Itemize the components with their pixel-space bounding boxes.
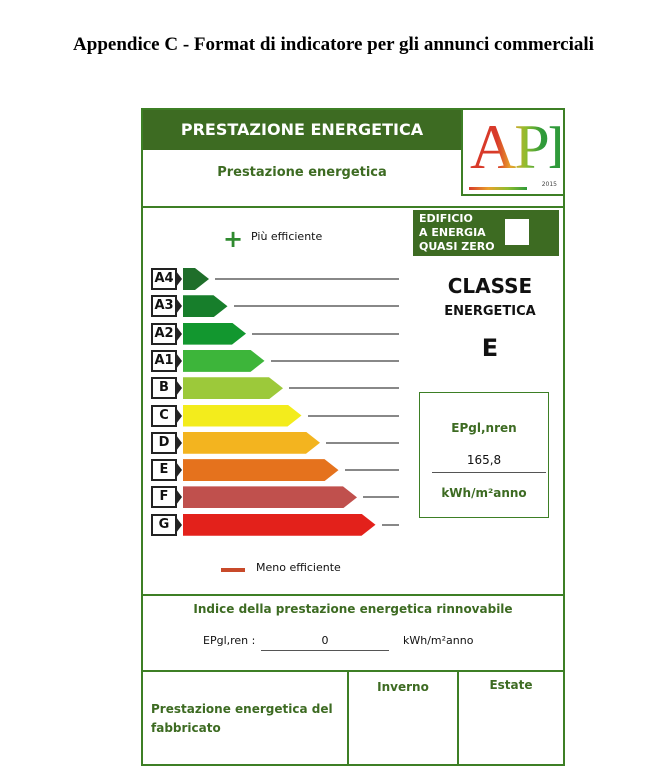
divider-building (143, 670, 563, 672)
class-guide-line (345, 469, 400, 471)
class-label-c: C (151, 405, 177, 427)
class-row-a1 (151, 350, 399, 372)
nzeb-line1: EDIFICIO (419, 212, 473, 225)
renewable-index-value: 0 (321, 634, 329, 647)
ep-value-underline (432, 472, 546, 473)
class-row-f (151, 486, 399, 508)
logo-color-bar (469, 187, 527, 190)
less-efficient-label: Meno efficiente (256, 561, 341, 574)
ep-indicator-label: EPgl,nren (451, 421, 517, 435)
ep-indicator-box (419, 392, 549, 518)
class-label-a4: A4 (151, 268, 177, 290)
divider-top (143, 206, 563, 208)
class-label-pointer (176, 271, 182, 287)
class-label-pointer (176, 408, 182, 424)
class-arrow-a4 (183, 268, 209, 290)
ep-indicator-value: 165,8 (466, 453, 502, 467)
class-label-a3: A3 (151, 295, 177, 317)
class-arrow-a3 (183, 295, 228, 317)
nzeb-line2: A ENERGIA (419, 226, 486, 239)
class-label-b: B (151, 377, 177, 399)
ape-logo (461, 110, 585, 196)
ape-logo-year: 2015 (541, 181, 557, 188)
class-arrow-a2 (183, 323, 246, 345)
class-arrow-f (183, 486, 357, 508)
renewable-value-underline (261, 650, 389, 651)
class-label-a1: A1 (151, 350, 177, 372)
page-heading: Appendice C - Format di indicatore per gli annunci commerciali (73, 34, 594, 55)
renewable-index-label: EPgl,ren : (203, 634, 256, 647)
class-row-e (151, 459, 399, 481)
summer-column-header: Estate (489, 678, 533, 692)
class-label-f: F (151, 486, 177, 508)
building-performance-label: Prestazione energetica del fabbricato (151, 702, 333, 735)
class-row-d (151, 432, 399, 454)
class-label-pointer (176, 462, 182, 478)
class-label-pointer (176, 298, 182, 314)
class-label-e: E (151, 459, 177, 481)
energy-label-card (141, 108, 585, 766)
class-label-g: G (151, 514, 177, 536)
nzeb-line3: QUASI ZERO (419, 240, 495, 253)
class-arrow-d (183, 432, 320, 454)
class-label-pointer (176, 489, 182, 505)
class-guide-line (363, 496, 399, 498)
label-title: PRESTAZIONE ENERGETICA (143, 110, 461, 150)
class-label-pointer (176, 435, 182, 451)
energy-class-subtitle: ENERGETICA (444, 304, 536, 319)
class-guide-line (382, 524, 400, 526)
class-guide-line (271, 360, 400, 362)
class-row-g (151, 514, 399, 536)
more-efficient-label: Più efficiente (251, 230, 323, 243)
minus-icon (221, 568, 245, 572)
class-row-a3 (151, 295, 399, 317)
class-row-c (151, 405, 399, 427)
renewable-index-title: Indice della prestazione energetica rinnovabile (193, 602, 513, 616)
class-arrow-c (183, 405, 302, 427)
class-guide-line (234, 305, 400, 307)
class-row-b (151, 377, 399, 399)
class-guide-line (252, 333, 399, 335)
energy-class-value: E (481, 334, 499, 362)
class-arrow-g (183, 514, 376, 536)
class-row-a2 (151, 323, 399, 345)
class-label-d: D (151, 432, 177, 454)
label-subheading: Prestazione energetica (217, 165, 387, 180)
class-arrow-a1 (183, 350, 265, 372)
class-arrow-b (183, 377, 283, 399)
nzeb-checkbox (505, 219, 529, 245)
class-guide-line (215, 278, 399, 280)
class-guide-line (289, 387, 399, 389)
energy-class-title: CLASSE (447, 274, 533, 298)
class-label-a2: A2 (151, 323, 177, 345)
class-row-a4 (151, 268, 399, 290)
class-label-pointer (176, 326, 182, 342)
class-label-pointer (176, 353, 182, 369)
class-label-pointer (176, 517, 182, 533)
plus-icon: + (223, 225, 244, 253)
renewable-index-unit: kWh/m²anno (403, 634, 474, 647)
class-guide-line (308, 415, 400, 417)
ape-logo-text: APE (470, 111, 585, 182)
class-label-pointer (176, 380, 182, 396)
class-arrow-e (183, 459, 339, 481)
class-guide-line (326, 442, 399, 444)
divider-renewable (143, 594, 563, 596)
nzeb-box (413, 210, 559, 256)
winter-column-header: Inverno (377, 680, 429, 694)
ep-indicator-unit: kWh/m²anno (441, 486, 527, 500)
